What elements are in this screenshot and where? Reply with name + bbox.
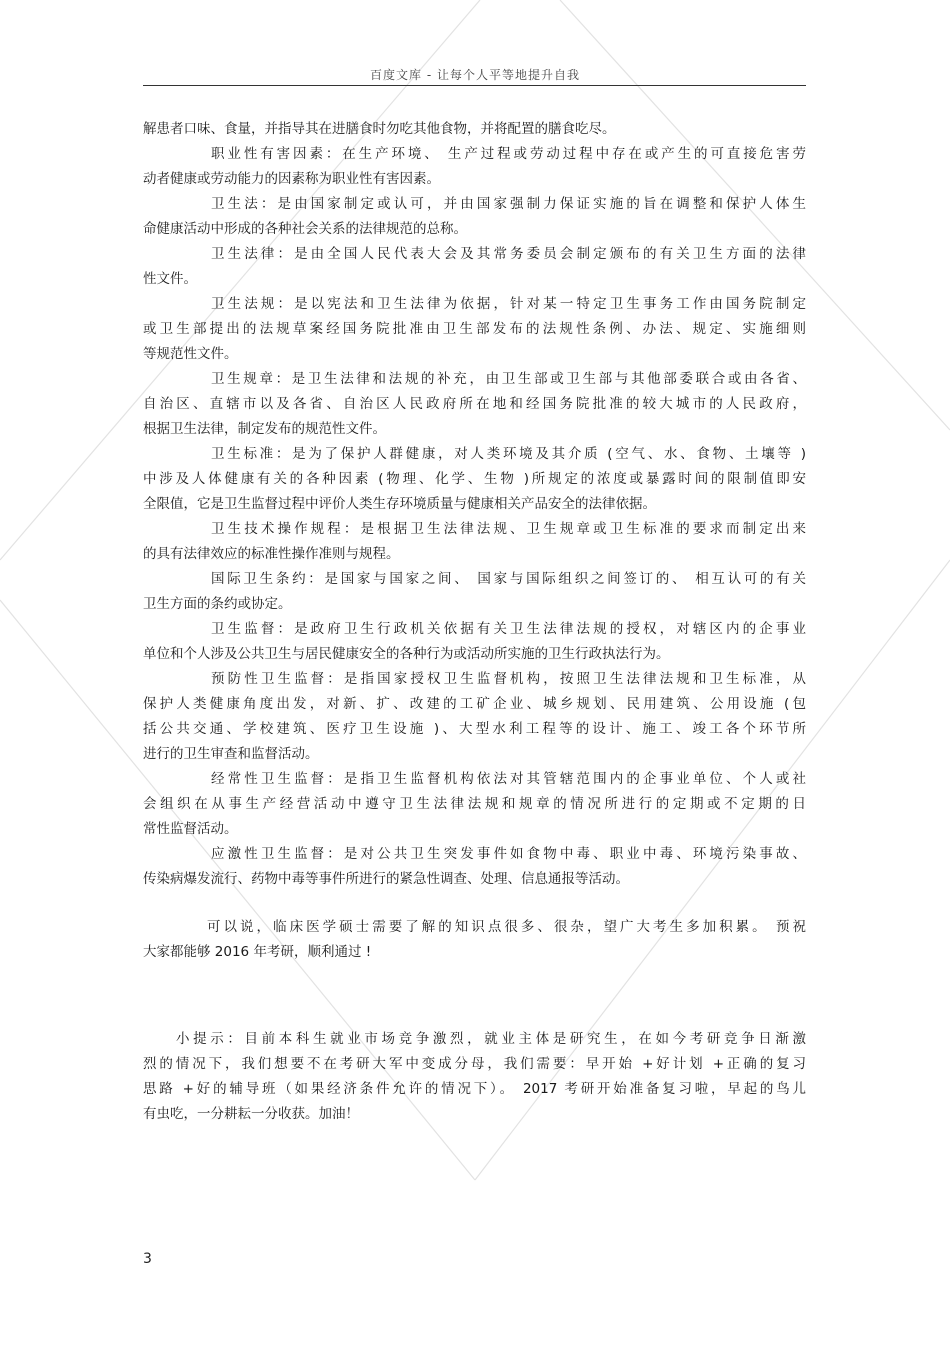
text-line: 或卫生部提出的法规草案经国务院批准由卫生部发布的法规性条例、办法、规定、实施细则	[143, 321, 806, 337]
text-line: 卫生法规：是以宪法和卫生法律为依据，针对某一特定卫生事务工作由国务院制定	[211, 296, 806, 312]
text-line: 进行的卫生审查和监督活动。	[143, 746, 319, 762]
text-line: 单位和个人涉及公共卫生与居民健康安全的各种行为或活动所实施的卫生行政执法行为。	[143, 646, 670, 662]
text-line: 全限值，它是卫生监督过程中评价人类生存环境质量与健康相关产品安全的法律依据。	[143, 496, 656, 512]
text-line: 卫生方面的条约或协定。	[143, 596, 292, 612]
text-line: 自治区、直辖市以及各省、自治区人民政府所在地和经国务院批准的较大城市的人民政府，	[143, 396, 806, 412]
tip-line: 思路 +好的辅导班（如果经济条件允许的情况下）。 2017 考研开始准备复习啦，早起的鸟儿	[143, 1081, 806, 1097]
text-line: 职业性有害因素：在生产环境、 生产过程或劳动过程中存在或产生的可直接危害劳	[211, 146, 806, 162]
text-line: 传染病爆发流行、药物中毒等事件所进行的紧急性调查、处理、信息通报等活动。	[143, 871, 629, 887]
page-number: 3	[143, 1251, 152, 1267]
text-line: 经常性卫生监督：是指卫生监督机构依法对其管辖范围内的企事业单位、个人或社	[211, 771, 806, 787]
text-line: 卫生规章：是卫生法律和法规的补充，由卫生部或卫生部与其他部委联合或由各省、	[211, 371, 806, 387]
text-line: 中涉及人体健康有关的各种因素 (物理、化学、生物 )所规定的浓度或暴露时间的限制值即安	[143, 471, 806, 487]
text-line: 预防性卫生监督：是指国家授权卫生监督机构，按照卫生法律法规和卫生标准，从	[211, 671, 806, 687]
closing-line: 大家都能够 2016 年考研，顺利通过 !	[143, 944, 372, 960]
text-line: 卫生法律：是由全国人民代表大会及其常务委员会制定颁布的有关卫生方面的法律	[211, 246, 806, 262]
text-line: 的具有法律效应的标准性操作准则与规程。	[143, 546, 400, 562]
text-line: 常性监督活动。	[143, 821, 238, 837]
body-text	[143, 117, 806, 1127]
text-line: 卫生监督：是政府卫生行政机关依据有关卫生法律法规的授权，对辖区内的企事业	[211, 621, 806, 637]
text-line: 应激性卫生监督：是对公共卫生突发事件如食物中毒、职业中毒、环境污染事故、	[211, 846, 806, 862]
text-line: 动者健康或劳动能力的因素称为职业性有害因素。	[143, 171, 440, 187]
header-title: 百度文库 - 让每个人平等地提升自我	[370, 68, 580, 82]
text-line: 会组织在从事生产经营活动中遵守卫生法律法规和规章的情况所进行的定期或不定期的日	[143, 796, 806, 812]
text-line: 解患者口味、食量，并指导其在进膳食时勿吃其他食物，并将配置的膳食吃尽。	[143, 121, 616, 137]
header-divider	[143, 85, 806, 86]
text-line: 等规范性文件。	[143, 346, 238, 362]
text-line: 卫生技术操作规程：是根据卫生法律法规、卫生规章或卫生标准的要求而制定出来	[211, 521, 806, 537]
tip-line: 小提示：目前本科生就业市场竞争激烈，就业主体是研究生，在如今考研竞争日渐激	[176, 1031, 806, 1047]
text-line: 性文件。	[143, 271, 197, 287]
text-line: 卫生法：是由国家制定或认可，并由国家强制力保证实施的旨在调整和保护人体生	[211, 196, 806, 212]
tip-line: 烈的情况下，我们想要不在考研大军中变成分母，我们需要：早开始 +好计划 +正确的复习	[143, 1056, 806, 1072]
text-line: 保护人类健康角度出发，对新、扩、改建的工矿企业、城乡规划、民用建筑、公用设施 (包	[143, 696, 806, 712]
closing-line: 可以说，临床医学硕士需要了解的知识点很多、很杂，望广大考生多加积累。 预祝	[207, 919, 806, 935]
text-line: 卫生标准：是为了保护人群健康，对人类环境及其介质 (空气、水、食物、土壤等 )	[211, 446, 806, 462]
text-line: 根据卫生法律，制定发布的规范性文件。	[143, 421, 386, 437]
text-line: 命健康活动中形成的各种社会关系的法律规范的总称。	[143, 221, 467, 237]
text-line: 括公共交通、学校建筑、医疗卫生设施 )、大型水利工程等的设计、施工、竣工各个环节所	[143, 721, 806, 737]
tip-line: 有虫吃，一分耕耘一分收获。加油！	[143, 1106, 359, 1122]
text-line: 国际卫生条约：是国家与国家之间、 国家与国际组织之间签订的、 相互认可的有关	[211, 571, 806, 587]
